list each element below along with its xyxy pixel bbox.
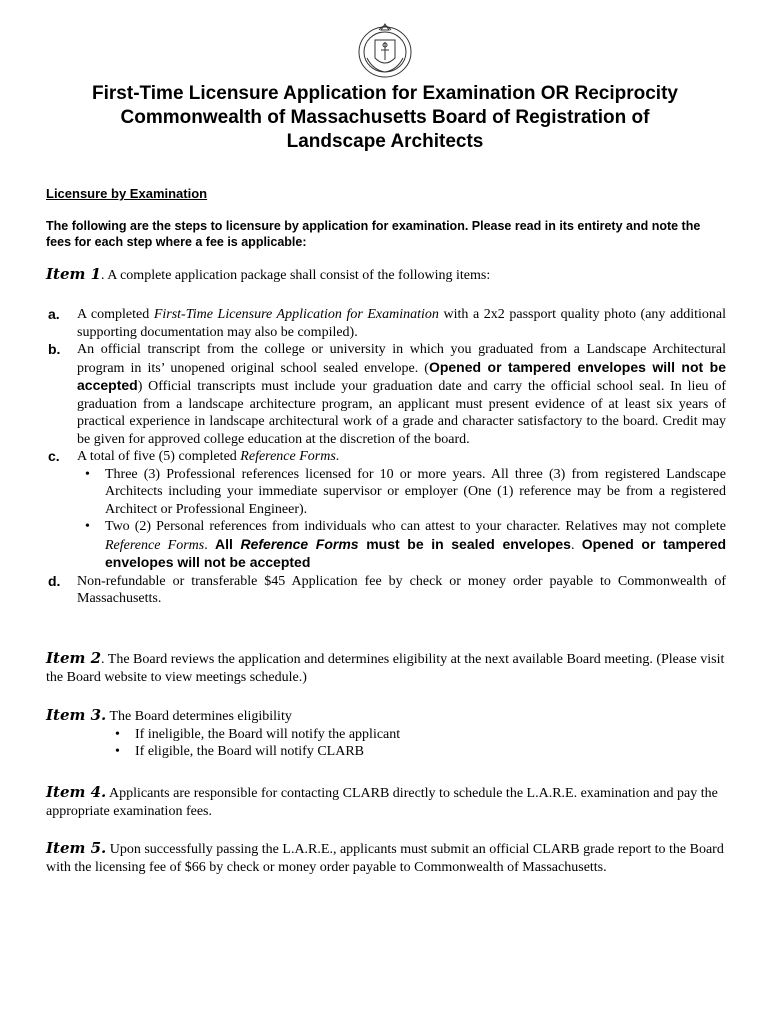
list-letter-b: b. <box>48 341 61 357</box>
section-heading: Licensure by Examination <box>46 186 208 201</box>
item-3-bullet-2-text: If eligible, the Board will notify CLARB <box>135 744 365 759</box>
title-line-3: Landscape Architects <box>286 131 484 152</box>
list-letter-a: a. <box>48 306 60 322</box>
item-3-bullet-1-text: If ineligible, the Board will notify the applicant <box>135 726 401 742</box>
list-c-bullet-1 <box>15 466 726 519</box>
list-item-d <box>46 573 726 608</box>
list-c-form-name: Reference Forms <box>240 449 336 464</box>
bullet-2-text-1: Two (2) Personal references from individuals who can attest to your character. Relatives may not complete <box>105 519 726 534</box>
item-5-label: Item 5. <box>46 839 107 857</box>
bullet-2-warning: Opened or tampered envelopes will not be accepted <box>105 535 727 570</box>
bullet-icon: • <box>85 466 90 482</box>
item-2-paragraph <box>46 650 726 686</box>
item-3-text: The Board determines eligibility <box>106 709 292 724</box>
item-1-list <box>46 306 726 608</box>
list-item-c <box>46 448 726 466</box>
bullet-icon: • <box>115 726 120 742</box>
list-a-text-2: with a 2x2 passport quality photo (any additional supporting documentation may also be compiled). <box>77 307 727 340</box>
item-2-text: . The Board reviews the application and determines eligibility at the next available Board meeting. (Please visit the Board website to view meetings schedule.) <box>46 652 725 685</box>
list-item-b <box>46 341 726 448</box>
bullet-icon: • <box>115 744 120 759</box>
list-b-warning: Opened or tampered envelopes will not be accepted <box>77 358 726 393</box>
bullet-2-form-name: Reference Forms <box>105 537 205 553</box>
item-1-heading <box>46 266 726 285</box>
bullet-2-bold-1: All <box>214 535 241 552</box>
item-1-label: Item 1 <box>46 265 102 283</box>
item-3-label: Item 3. <box>46 706 107 724</box>
title-line-1: First-Time Licensure Application for Examination OR Reciprocity <box>92 83 678 104</box>
list-d-text: Non-refundable or transferable $45 Application fee by check or money order payable to Commonwealth of Massachusetts. <box>77 573 726 606</box>
item-5-paragraph <box>46 840 726 876</box>
list-b-text-2: ) Official transcripts must include your graduation date and carry the official school seal. In lieu of graduation from a landscape architecture program, an applicant must present evidence of at least six years of practical experience in landscape architectural work of a grade and character satisfactory to the board. Credit may be given for approved college education at the discretion of the board. <box>77 379 726 447</box>
bullet-2-bold-italic: Reference Forms <box>240 535 359 552</box>
list-c-text-2: . <box>335 449 340 464</box>
item-4-paragraph <box>46 784 726 820</box>
list-a-text-1: A completed <box>77 307 154 322</box>
list-c-bullet-2 <box>15 518 726 573</box>
item-3-bullet-2 <box>45 743 726 761</box>
bullet-2-bold-2: must be in sealed envelopes <box>358 535 571 552</box>
bullet-icon: • <box>85 519 90 534</box>
document-title <box>30 82 740 154</box>
title-line-2: Commonwealth of Massachusetts Board of Registration of <box>120 107 650 128</box>
list-letter-d: d. <box>48 572 61 589</box>
item-3-bullet-1 <box>45 726 726 744</box>
item-2-label: Item 2 <box>46 649 102 667</box>
bullet-1-text: Three (3) Professional references licensed for 10 or more years. All three (3) from registered Landscape Architects including your immediate supervisor or employer (One (1) reference may be from a registered Architect or Professional Engineer). <box>105 466 726 517</box>
list-letter-c: c. <box>48 448 60 464</box>
item-3-paragraph <box>46 707 726 761</box>
item-5-text: Upon successfully passing the L.A.R.E., applicants must submit an official CLARB grade report to the Board with the licensing fee of $66 by check or money order payable to Commonwealth of Massachusetts. <box>46 842 724 875</box>
item-4-text: Applicants are responsible for contacting CLARB directly to schedule the L.A.R.E. examination and pay the appropriate examination fees. <box>46 786 718 819</box>
bullet-2-text-2: . <box>204 537 215 553</box>
item-1-text: . A complete application package shall consist of the following items: <box>101 268 491 283</box>
list-c-text-1: A total of five (5) completed <box>77 449 241 464</box>
list-b-text-1: An official transcript from the college or university in which you graduated from a Landscape Architectural program in its’ unopened original school sealed envelope. ( <box>77 342 726 376</box>
bullet-2-text-3: . <box>570 537 582 553</box>
list-item-a <box>46 306 726 341</box>
massachusetts-seal-icon <box>353 18 417 80</box>
list-a-form-name: First-Time Licensure Application for Examination <box>153 307 439 322</box>
intro-paragraph: The following are the steps to licensure by application for examination. Please read in its entirety and note the fees for each step where a fee is applicable: <box>46 219 701 249</box>
item-4-label: Item 4. <box>46 783 107 801</box>
